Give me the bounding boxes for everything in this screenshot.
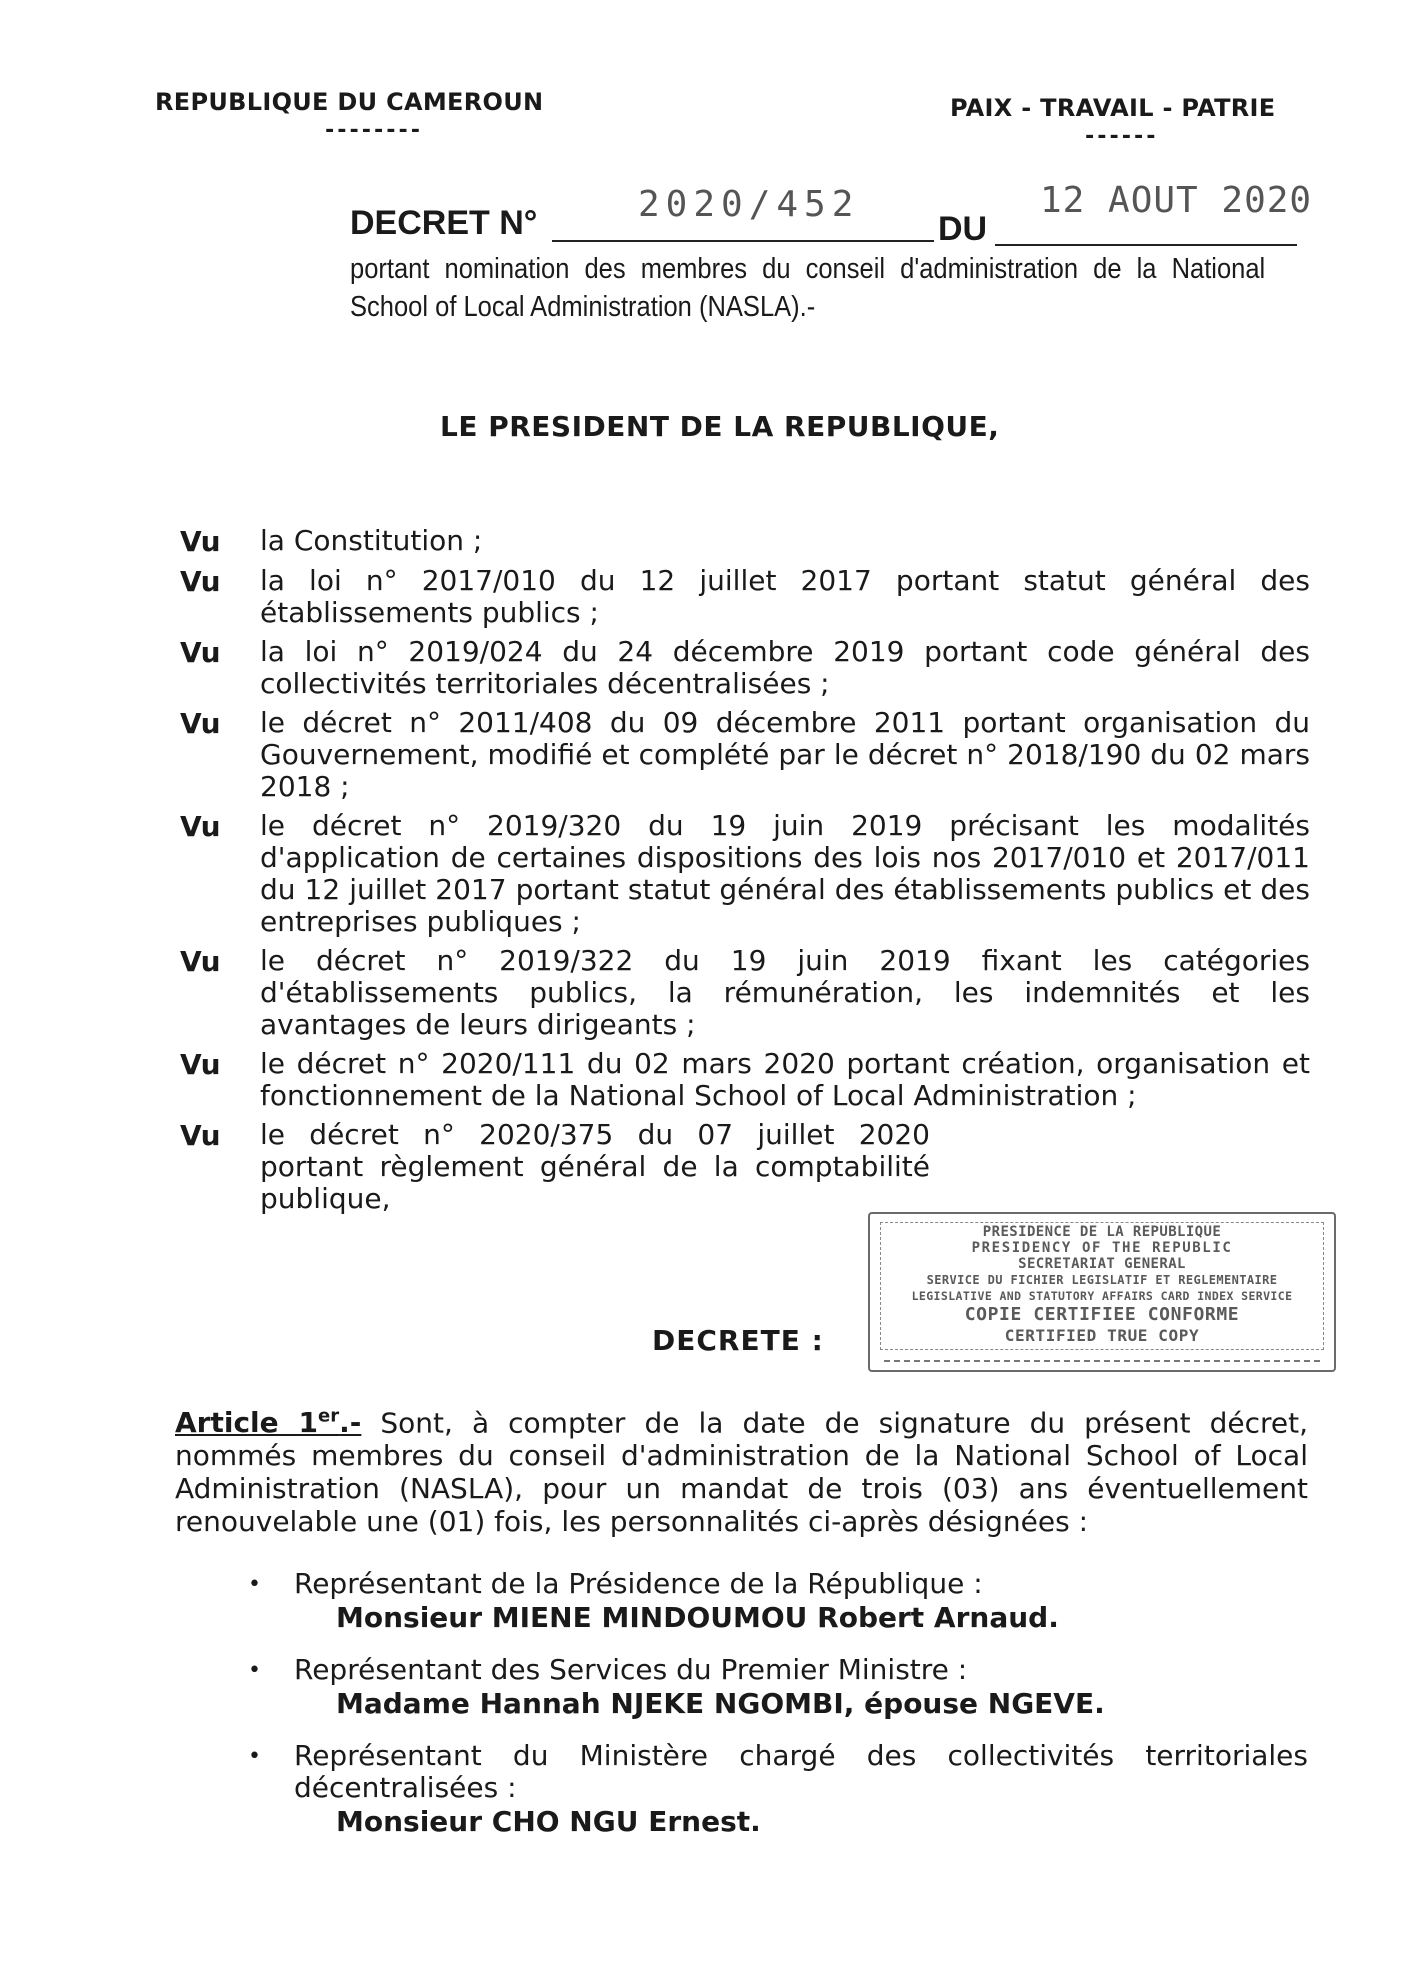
stamp-line-3: SECRETARIAT GENERAL [1018, 1256, 1186, 1272]
visa-label: Vu [180, 1119, 221, 1152]
visa-label: Vu [180, 636, 221, 669]
certified-copy-stamp [868, 1212, 1336, 1372]
bullet-icon: • [248, 1572, 261, 1597]
header-right: PAIX - TRAVAIL - PATRIE [950, 94, 1276, 122]
visa-text: la loi n° 2017/010 du 12 juillet 2017 portant statut général des établissements publics ; [260, 564, 1310, 629]
article-1 [175, 1400, 1308, 1538]
decree-date: 12 AOUT 2020 [1040, 180, 1313, 221]
member-role: Représentant de la Présidence de la République : [294, 1567, 983, 1600]
visa-item [180, 525, 1310, 558]
member-item [248, 1654, 1308, 1722]
visa-label: Vu [180, 810, 221, 843]
visa-item [180, 1048, 1310, 1112]
visa-label: Vu [180, 945, 221, 978]
visa-label: Vu [180, 565, 221, 598]
article-1-label: Article 1er.- [175, 1406, 362, 1440]
visa-text: la Constitution ; [260, 524, 483, 557]
visa-text: le décret n° 2020/375 du 07 juillet 2020 portant règlement général de la comptabilité publique, [260, 1118, 930, 1215]
visa-text: le décret n° 2020/111 du 02 mars 2020 portant création, organisation et fonctionnement de la National School of Local Administration ; [260, 1047, 1310, 1112]
decree-number: 2020/452 [638, 184, 860, 225]
decree-du-label: DU [938, 210, 988, 248]
header-right-dashes: ------ [1083, 124, 1157, 149]
visa-label: Vu [180, 707, 221, 740]
member-item [248, 1568, 1308, 1636]
stamp-bottom-dash [884, 1360, 1320, 1362]
article-1-text: Sont, à compter de la date de signature du présent décret, nommés membres du conseil d'administration de la National School of Local Administration (NASLA), pour un mandat de trois (03) ans éventuellement renouvelable une (01) fois, les personnalités ci-après désignées : [175, 1406, 1308, 1539]
decrete-heading: DECRETE : [652, 1324, 824, 1357]
member-name: Monsieur CHO NGU Ernest. [336, 1805, 761, 1838]
visa-text: le décret n° 2011/408 du 09 décembre 2011 portant organisation du Gouvernement, modifié et complété par le décret n° 2018/190 du 02 mars 2018 ; [260, 706, 1310, 803]
stamp-line-2: PRESIDENCY OF THE REPUBLIC [971, 1240, 1233, 1256]
visa-item [180, 1119, 1310, 1215]
visa-list [180, 525, 1310, 1222]
member-list [248, 1568, 1308, 1858]
member-name: Madame Hannah NJEKE NGOMBI, épouse NGEVE. [336, 1687, 1105, 1720]
visa-text: le décret n° 2019/322 du 19 juin 2019 fixant les catégories d'établissements publics, la rémunération, les indemnités et les avantages de leurs dirigeants ; [260, 944, 1310, 1041]
bullet-icon: • [248, 1744, 261, 1769]
decree-label: DECRET N° [350, 204, 538, 242]
visa-item [180, 636, 1310, 700]
visa-text: le décret n° 2019/320 du 19 juin 2019 précisant les modalités d'application de certaines dispositions des lois nos 2017/010 et 2017/011 du 12 juillet 2017 portant statut général des établissements publics et des entreprises publiques ; [260, 809, 1310, 938]
visa-item [180, 707, 1310, 803]
stamp-line-1: PRESIDENCE DE LA REPUBLIQUE [982, 1224, 1222, 1240]
decree-number-line [552, 240, 934, 242]
header-left: REPUBLIQUE DU CAMEROUN [155, 88, 544, 116]
member-name: Monsieur MIENE MINDOUMOU Robert Arnaud. [336, 1601, 1059, 1634]
decree-date-line [995, 244, 1297, 246]
stamp-line-5: LEGISLATIVE AND STATUTORY AFFAIRS CARD INDEX SERVICE [911, 1289, 1293, 1303]
bullet-icon: • [248, 1658, 261, 1683]
visa-item [180, 565, 1310, 629]
visa-label: Vu [180, 1048, 221, 1081]
decree-subject: portant nomination des membres du conseil d'administration de la National School of Local Administration (NASLA).- [350, 253, 1266, 323]
stamp-line-4: SERVICE DU FICHIER LEGISLATIF ET REGLEMENTAIRE [926, 1273, 1278, 1287]
visa-item [180, 810, 1310, 938]
president-title: LE PRESIDENT DE LA REPUBLIQUE, [440, 410, 1000, 443]
member-item [248, 1740, 1308, 1840]
visa-text: la loi n° 2019/024 du 24 décembre 2019 portant code général des collectivités territoriales décentralisées ; [260, 635, 1310, 700]
stamp-line-6: COPIE CERTIFIEE CONFORME [964, 1304, 1240, 1325]
header-left-dashes: -------- [323, 118, 421, 143]
visa-label: Vu [180, 525, 221, 558]
stamp-line-7: CERTIFIED TRUE COPY [1004, 1326, 1200, 1345]
member-role: Représentant des Services du Premier Ministre : [294, 1653, 968, 1686]
member-role: Représentant du Ministère chargé des collectivités territoriales décentralisées : [294, 1739, 1308, 1804]
visa-item [180, 945, 1310, 1041]
